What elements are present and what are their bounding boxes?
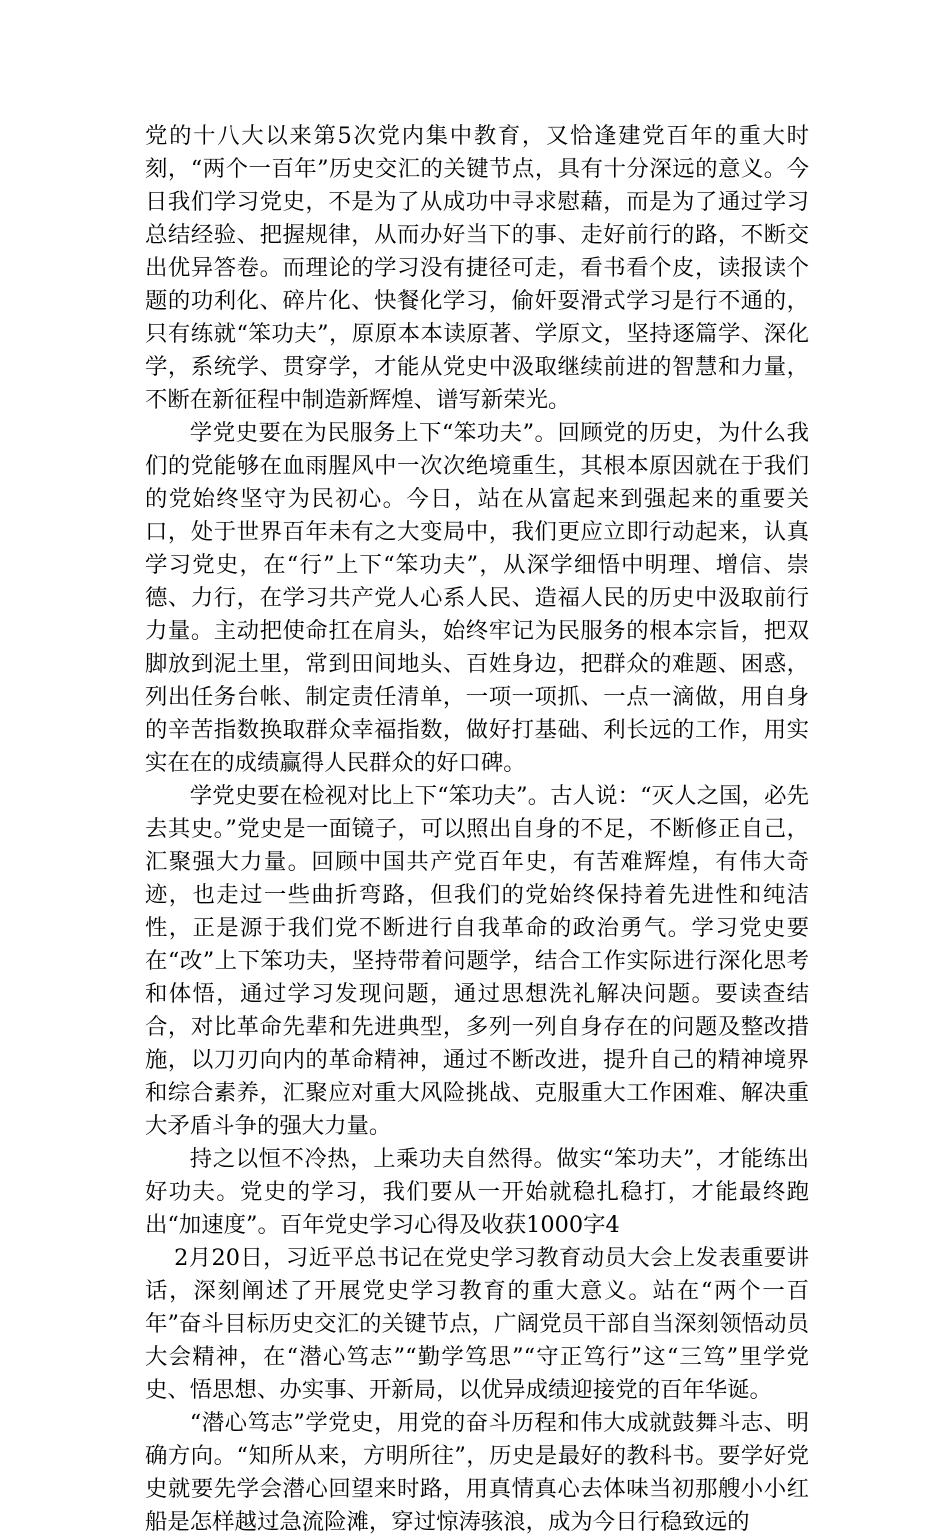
paragraph-3: 学党史要在检视对比上下“笨功夫”。古人说：“灭人之国，必先去其史。”党史是一面镜子，可以照出自身的不足，不断修正自己，汇聚强大力量。回顾中国共产党百年史，有苦难辉煌，有伟大奇迹，也走过一些曲折弯路，但我们的党始终保持着先进性和纯洁性，正是源于我们党不断进行自我革命的政治勇气。学习党史要在“改”上下笨功夫，坚持带着问题学，结合工作实际进行深化思考和体悟，通过学习发现问题，通过思想洗礼解决问题。要读查结合，对比革命先辈和先进典型，多列一列自身存在的问题及整改措施，以刀刃向内的革命精神，通过不断改进，提升自己的精神境界和综合素养，汇聚应对重大风险挑战、克服重大工作困难、解决重大矛盾斗争的强大力量。 [145, 783, 809, 1139]
document-body [145, 120, 809, 1539]
paragraph-5: 2月20日，习近平总书记在党史学习教育动员大会上发表重要讲话，深刻阐述了开展党史学习教育的重大意义。站在“两个一百年”奋斗目标历史交汇的关键节点，广阔党员干部自当深刻领悟动员大会精神，在“潜心笃志”“勤学笃思”“守正笃行”这“三笃”里学党史、悟思想、办实事、开新局，以优异成绩迎接党的百年华诞。 [145, 1245, 809, 1403]
paragraph-2: 学党史要在为民服务上下“笨功夫”。回顾党的历史，为什么我们的党能够在血雨腥风中一次次绝境重生，其根本原因就在于我们的党始终坚守为民初心。今日，站在从富起来到强起来的重要关口，处于世界百年未有之大变局中，我们更应立即行动起来，认真学习党史，在“行”上下“笨功夫”，从深学细悟中明理、增信、崇德、力行，在学习共产党人心系人民、造福人民的历史中汲取前行力量。主动把使命扛在肩头，始终牢记为民服务的根本宗旨，把双脚放到泥土里，常到田间地头、百姓身边，把群众的难题、困惑，列出任务台帐、制定责任清单，一项一项抓、一点一滴做，用自身的辛苦指数换取群众幸福指数，做好打基础、利长远的工作，用实实在在的成绩赢得人民群众的好口碑。 [145, 420, 809, 776]
paragraph-1: 党的十八大以来第5次党内集中教育，又恰逢建党百年的重大时刻，“两个一百年”历史交汇的关键节点，具有十分深远的意义。今日我们学习党史，不是为了从成功中寻求慰藉，而是为了通过学习总结经验、把握规律，从而办好当下的事、走好前行的路，不断交出优异答卷。而理论的学习没有捷径可走，看书看个皮，读报读个题的功利化、碎片化、快餐化学习，偷奸耍滑式学习是行不通的，只有练就“笨功夫”，原原本本读原著、学原文，坚持逐篇学、深化学，系统学、贯穿学，才能从党史中汲取继续前进的智慧和力量，不断在新征程中制造新辉煌、谱写新荣光。 [145, 123, 809, 413]
paragraph-4: 持之以恒不冷热，上乘功夫自然得。做实“笨功夫”，才能练出好功夫。党史的学习，我们要从一开始就稳扎稳打，才能最终跑出“加速度”。百年党史学习心得及收获1000字4 [145, 1146, 809, 1238]
paragraph-6: “潜心笃志”学党史，用党的奋斗历程和伟大成就鼓舞斗志、明确方向。“知所从来，方明所往”，历史是最好的教科书。要学好党史就要先学会潜心回望来时路，用真情真心去体味当初那艘小小红船是怎样越过急流险滩，穿过惊涛骇浪，成为今日行稳致远的 [145, 1410, 809, 1535]
